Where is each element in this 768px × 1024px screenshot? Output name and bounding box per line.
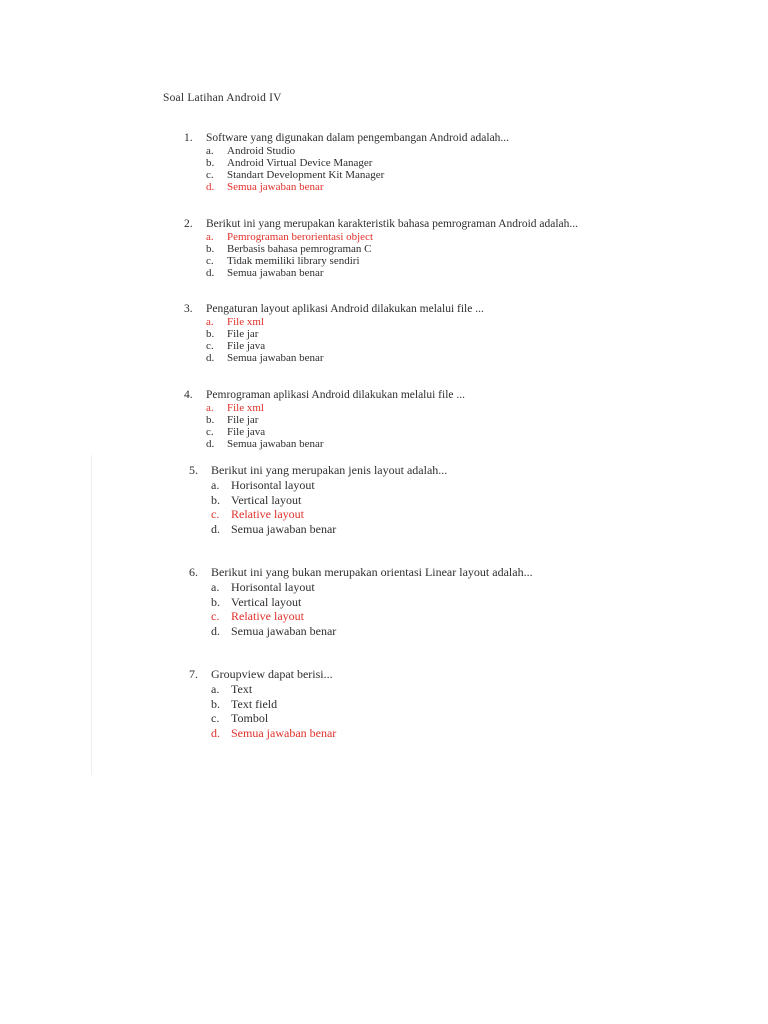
option-letter: a. — [211, 478, 220, 492]
option-text: Semua jawaban benar — [227, 267, 324, 279]
option-c — [184, 426, 654, 438]
question-text: Groupview dapat berisi... — [211, 667, 333, 681]
option-letter: d. — [206, 438, 215, 450]
option-letter: a. — [206, 402, 214, 414]
option-text: Android Virtual Device Manager — [227, 157, 373, 169]
question-4 — [184, 388, 654, 450]
option-letter: b. — [206, 328, 215, 340]
question-3 — [184, 302, 654, 364]
question-number: 6. — [189, 565, 198, 579]
question-number: 5. — [189, 463, 198, 477]
option-text: Standart Development Kit Manager — [227, 169, 385, 181]
option-letter: d. — [211, 725, 220, 740]
option-letter: a. — [206, 145, 214, 157]
option-text: Pemrograman berorientasi object — [227, 231, 374, 243]
option-text: Semua jawaban benar — [227, 181, 324, 193]
option-b — [184, 157, 654, 169]
option-c — [189, 711, 659, 726]
question-5 — [189, 463, 659, 536]
question-line — [184, 217, 654, 231]
option-letter: b. — [206, 157, 215, 169]
option-list — [189, 580, 659, 638]
option-d — [189, 624, 659, 639]
question-line — [189, 463, 659, 478]
option-letter: a. — [206, 231, 214, 243]
option-letter: d. — [206, 267, 215, 279]
question-7 — [189, 667, 659, 740]
question-1 — [184, 131, 654, 193]
question-text: Pemrograman aplikasi Android dilakukan melalui file ... — [206, 389, 466, 401]
option-text: Horisontal layout — [231, 580, 315, 594]
option-text: File jar — [227, 414, 259, 426]
option-text: File java — [227, 340, 266, 352]
question-line — [189, 667, 659, 682]
option-text: Tombol — [231, 711, 269, 725]
option-text: Vertical layout — [231, 594, 302, 609]
option-list — [184, 402, 654, 450]
option-text: Text — [231, 682, 253, 696]
option-letter: a. — [211, 682, 220, 696]
option-a — [189, 682, 659, 697]
option-b — [189, 697, 659, 712]
option-text: Text field — [231, 696, 278, 711]
option-text: Vertical layout — [231, 492, 302, 507]
option-list — [184, 316, 654, 364]
option-d — [184, 438, 654, 450]
question-number: 7. — [189, 667, 198, 681]
option-letter: c. — [206, 340, 214, 352]
option-b — [189, 493, 659, 508]
option-a-correct — [184, 402, 654, 414]
page-title: Soal Latihan Android IV — [163, 92, 282, 104]
option-letter: b. — [206, 414, 215, 426]
option-text: File java — [227, 426, 266, 438]
option-letter: c. — [211, 711, 220, 725]
option-list — [189, 682, 659, 740]
option-list — [184, 145, 654, 193]
option-text: Semua jawaban benar — [231, 725, 337, 740]
option-d-correct — [189, 726, 659, 741]
option-letter: b. — [211, 594, 220, 609]
option-text: Horisontal layout — [231, 478, 315, 492]
question-number: 1. — [184, 132, 193, 144]
option-text: Relative layout — [231, 609, 304, 623]
question-line — [189, 565, 659, 580]
option-d — [189, 522, 659, 537]
option-d — [184, 267, 654, 279]
option-list — [184, 231, 654, 279]
option-d-correct — [184, 181, 654, 193]
margin-line — [91, 455, 92, 775]
option-text: Semua jawaban benar — [227, 438, 324, 450]
option-c — [184, 340, 654, 352]
option-list — [189, 478, 659, 536]
option-a-correct — [184, 231, 654, 243]
question-number: 3. — [184, 303, 193, 315]
option-text: File xml — [227, 316, 264, 328]
option-text: Berbasis bahasa pemrograman C — [227, 243, 372, 255]
option-text: File xml — [227, 402, 264, 414]
option-letter: a. — [206, 316, 214, 328]
option-letter: c. — [211, 609, 220, 623]
option-text: Tidak memiliki library sendiri — [227, 255, 360, 267]
option-text: File jar — [227, 328, 259, 340]
question-number: 4. — [184, 389, 193, 401]
question-text: Berikut ini yang merupakan karakteristik bahasa pemrograman Android adalah... — [206, 218, 579, 230]
option-c-correct — [189, 609, 659, 624]
option-letter: c. — [206, 169, 214, 181]
option-letter: d. — [206, 181, 215, 193]
option-letter: d. — [206, 352, 215, 364]
question-text: Berikut ini yang bukan merupakan orientasi Linear layout adalah... — [211, 565, 533, 579]
option-letter: a. — [211, 580, 220, 594]
option-b — [184, 328, 654, 340]
option-letter: b. — [211, 696, 220, 711]
option-c — [184, 255, 654, 267]
option-text: Semua jawaban benar — [231, 521, 337, 536]
option-letter: b. — [211, 492, 220, 507]
option-letter: c. — [206, 426, 214, 438]
option-a — [189, 478, 659, 493]
option-letter: c. — [211, 507, 220, 521]
question-text: Software yang digunakan dalam pengembangan Android adalah... — [206, 132, 510, 144]
question-6 — [189, 565, 659, 638]
question-text: Berikut ini yang merupakan jenis layout adalah... — [211, 463, 448, 477]
option-a-correct — [184, 316, 654, 328]
question-text: Pengaturan layout aplikasi Android dilakukan melalui file ... — [206, 303, 484, 315]
question-2 — [184, 217, 654, 279]
option-letter: d. — [211, 521, 220, 536]
option-letter: c. — [206, 255, 214, 267]
option-c-correct — [189, 507, 659, 522]
question-line — [184, 131, 654, 145]
question-line — [184, 302, 654, 316]
option-letter: d. — [211, 623, 220, 638]
option-b — [189, 595, 659, 610]
option-b — [184, 414, 654, 426]
option-text: Relative layout — [231, 507, 304, 521]
option-a — [184, 145, 654, 157]
option-b — [184, 243, 654, 255]
option-letter: b. — [206, 243, 215, 255]
option-text: Android Studio — [227, 145, 296, 157]
question-line — [184, 388, 654, 402]
option-d — [184, 352, 654, 364]
option-text: Semua jawaban benar — [231, 623, 337, 638]
option-text: Semua jawaban benar — [227, 352, 324, 364]
option-c — [184, 169, 654, 181]
option-a — [189, 580, 659, 595]
question-number: 2. — [184, 218, 193, 230]
